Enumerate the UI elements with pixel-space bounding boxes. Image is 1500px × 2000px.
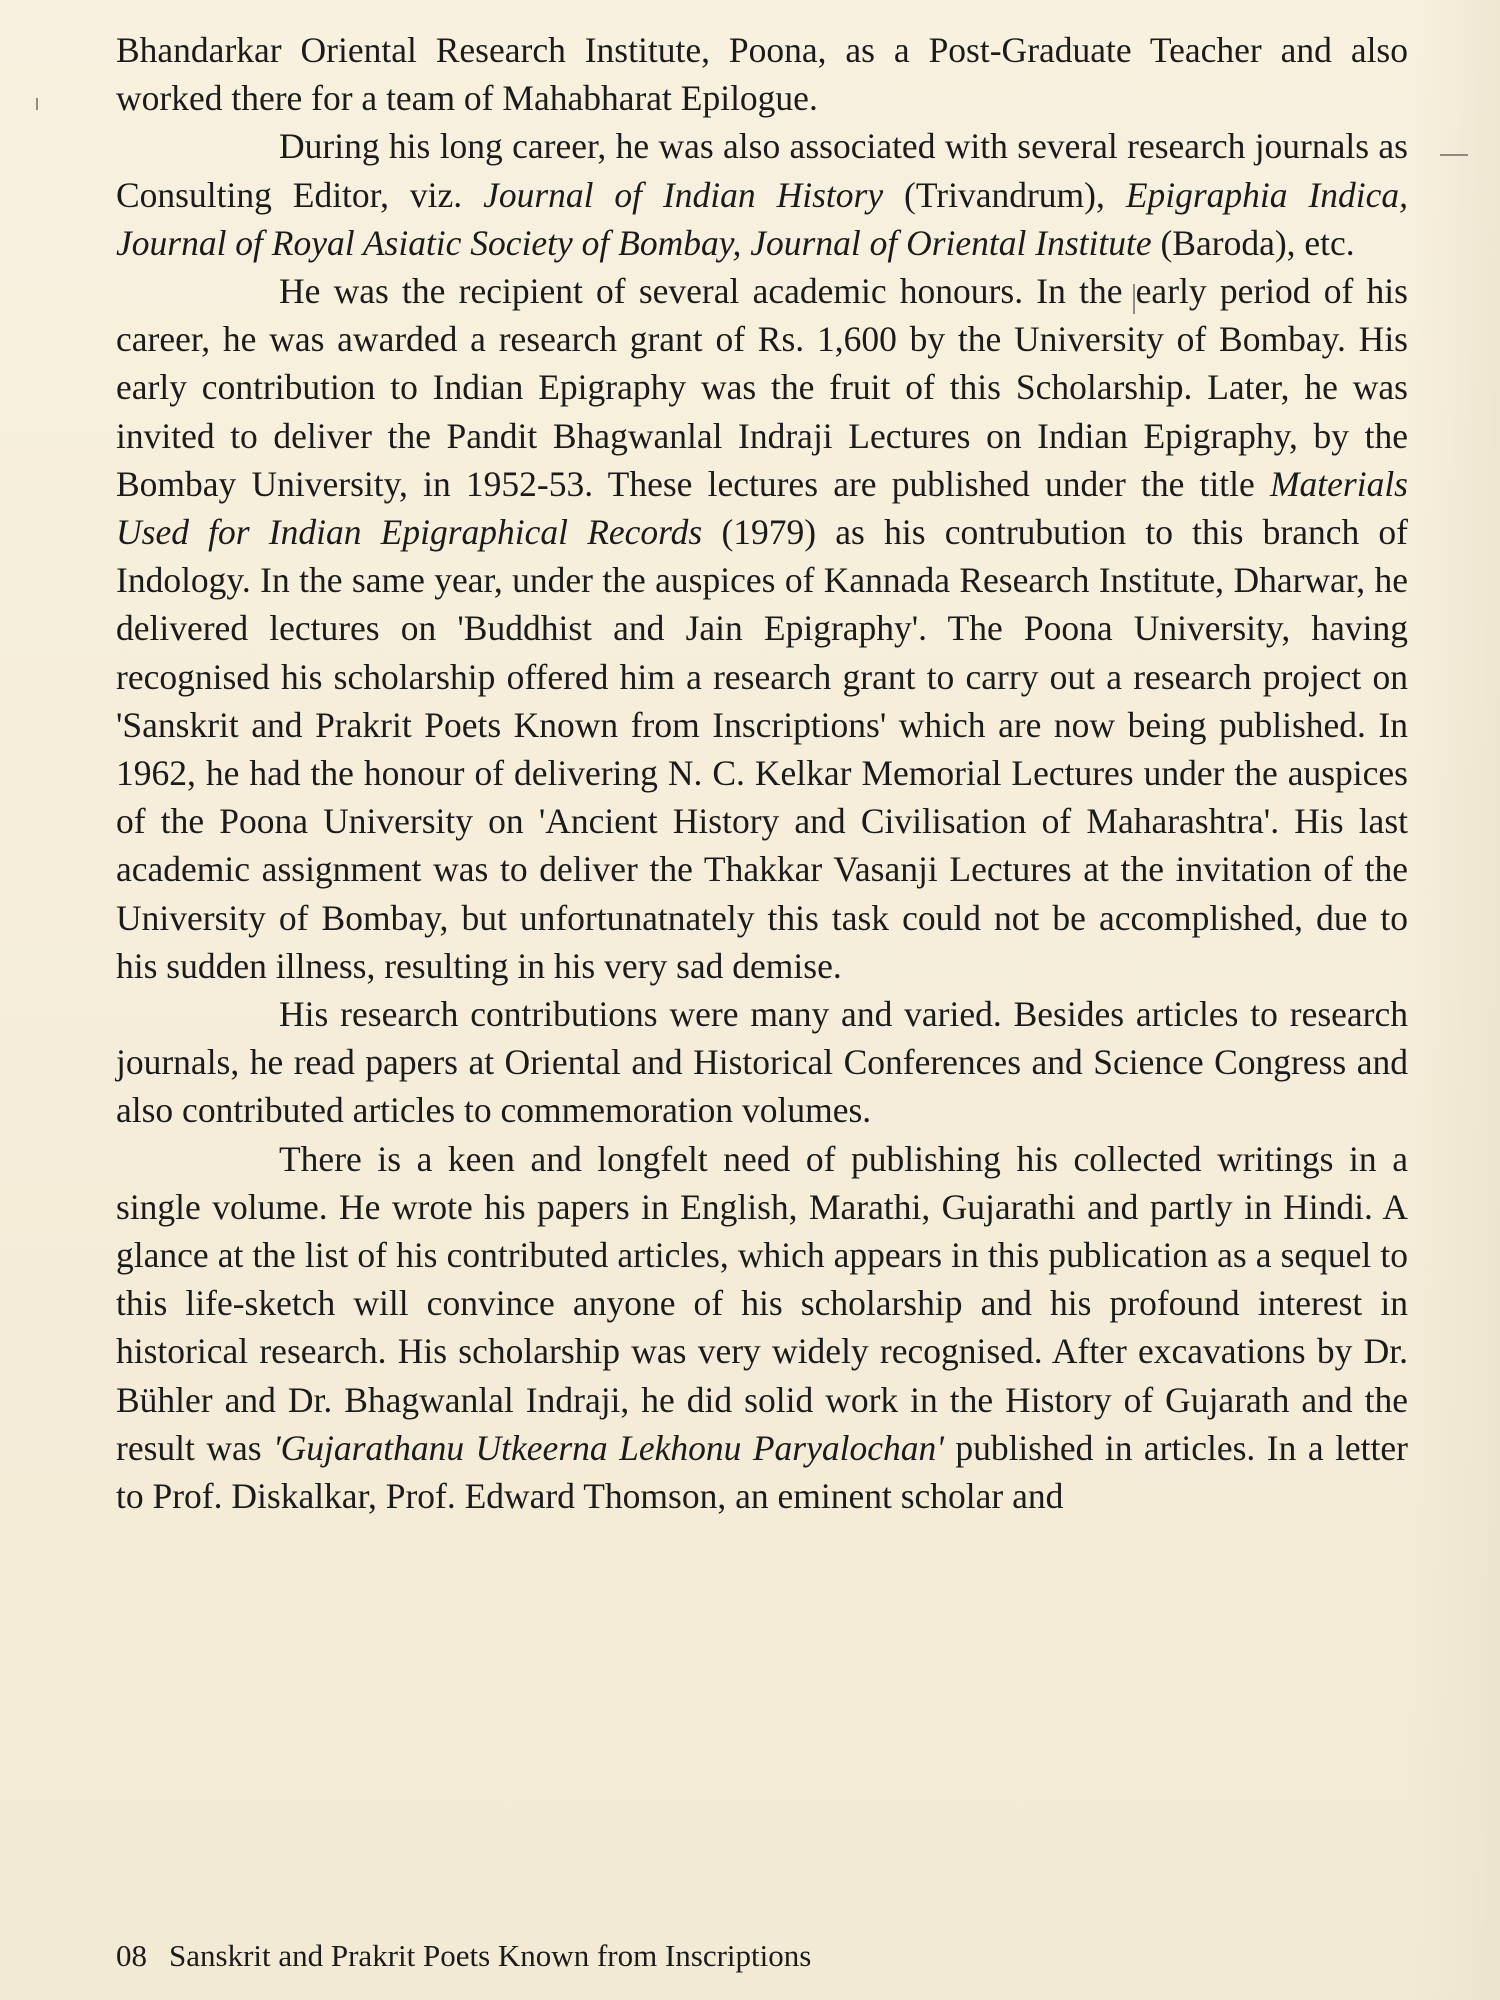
paragraph-1-text: Bhandarkar Oriental Research Institute, Poona, as a Post-Graduate Teacher and also worked there for a team of Mahabharat Epilogue. bbox=[116, 30, 1408, 119]
paragraph-2 bbox=[116, 122, 1408, 267]
paragraph-1 bbox=[116, 26, 1408, 122]
running-footer-title: Sanskrit and Prakrit Poets Known from Inscriptions bbox=[169, 1938, 812, 1973]
margin-mark bbox=[36, 98, 38, 110]
paragraph-5-text-b: published in articles. In a letter to Prof. Diskalkar, Prof. Edward Thomson, an eminent scholar and bbox=[116, 1427, 1408, 1517]
paragraph-4-text: His research contributions were many and varied. Besides articles to research journals, he read papers at Oriental and Historical Conferences and Science Congress and also contributed articles to commemoration volumes. bbox=[116, 994, 1408, 1131]
page-footer bbox=[116, 1938, 811, 1974]
book-title: Materials Used for Indian Epigraphical Records bbox=[116, 463, 1409, 553]
paragraph-2-text-a: During his long career, he was also associated with several research journals as Consulting Editor, viz. bbox=[116, 126, 1408, 215]
page-edge-shading bbox=[1410, 0, 1500, 2000]
page-number: 08 bbox=[116, 1938, 147, 1973]
paragraph-2-text-b: (Trivandrum), bbox=[904, 174, 1105, 215]
journal-titles: Epigraphia Indica, Journal of Royal Asiatic Society of Bombay, Journal of Oriental Institute bbox=[116, 174, 1409, 263]
article-title: 'Gujarathanu Utkeerna Lekhonu Paryalochan' bbox=[273, 1427, 944, 1468]
journal-title-indian-history: Journal of Indian History bbox=[483, 174, 884, 215]
paragraph-5 bbox=[116, 1135, 1408, 1521]
paragraph-2-text-c: (Baroda), etc. bbox=[1160, 222, 1355, 263]
paragraph-3-text-b: (1979) as his contrubution to this branch of Indology. In the same year, under the auspices of Kannada Research Institute, Dharwar, he delivered lectures on 'Buddhist and Jain Epigraphy'. The Poona University, having recognised his scholarship offered him a research grant to carry out a research project on 'Sanskrit and Prakrit Poets Known from Inscriptions' which are now being published. In 1962, he had the honour of delivering N. C. Kelkar Memorial Lectures under the auspices of the Poona University on 'Ancient History and Civilisation of Maharashtra'. His last academic assignment was to deliver the Thakkar Vasanji Lectures at the invitation of the University of Bombay, but unfortunatnately this task could not be accomplished, due to his sudden illness, resulting in his very sad demise. bbox=[116, 512, 1408, 986]
body-text bbox=[116, 26, 1408, 1520]
paragraph-4 bbox=[116, 990, 1408, 1135]
paragraph-3 bbox=[116, 267, 1408, 990]
paragraph-3-text-a: He was the recipient of several academic honours. In the early period of his career, he was awarded a research grant of Rs. 1,600 by the University of Bombay. His early contribution to Indian Epigraphy was the fruit of this Scholarship. Later, he was invited to deliver the Pandit Bhagwanlal Indraji Lectures on Indian Epigraphy, by the Bombay University, in 1952-53. These lectures are published under the title bbox=[116, 271, 1408, 504]
paragraph-5-text-a: There is a keen and longfelt need of publishing his collected writings in a single volume. He wrote his papers in English, Marathi, Gujarathi and partly in Hindi. A glance at the list of his contributed articles, which appears in this publication as a sequel to this life-sketch will convince anyone of his scholarship and his profound interest in historical research. His scholarship was very widely recognised. After excavations by Dr. Bühler and Dr. Bhagwanlal Indraji, he did solid work in the History of Gujarath and the result was bbox=[116, 1138, 1408, 1468]
margin-mark bbox=[1440, 154, 1468, 156]
